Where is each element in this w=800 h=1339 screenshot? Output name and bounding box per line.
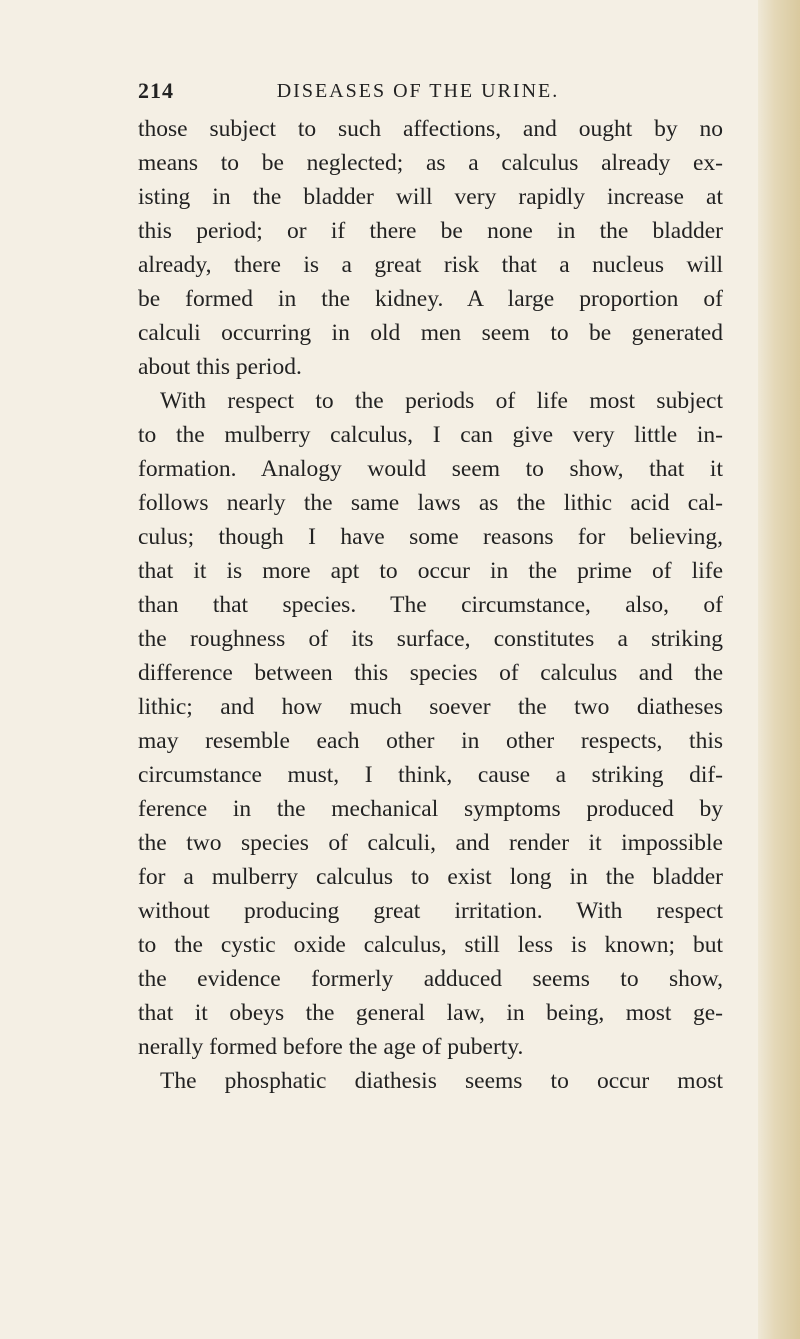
text-line: to the cystic oxide calculus, still less is known; but [138, 932, 723, 958]
text-line: With respect to the periods of life most subject [160, 388, 723, 414]
text-line: The phosphatic diathesis seems to occur most [160, 1068, 723, 1094]
text-line: already, there is a great risk that a nucleus will [138, 252, 723, 278]
text-line: may resemble each other in other respects, this [138, 728, 723, 754]
text-line: lithic; and how much soever the two diatheses [138, 694, 723, 720]
text-line: means to be neglected; as a calculus already ex- [138, 150, 723, 176]
text-line: that it is more apt to occur in the prime of life [138, 558, 723, 584]
body-text [138, 112, 723, 1098]
text-line: this period; or if there be none in the bladder [138, 218, 723, 244]
text-line: isting in the bladder will very rapidly increase at [138, 184, 723, 210]
text-line: circumstance must, I think, cause a striking dif- [138, 762, 723, 788]
page-header [138, 78, 698, 112]
text-line: difference between this species of calculus and the [138, 660, 723, 686]
text-line: nerally formed before the age of puberty. [138, 1034, 524, 1060]
text-line: those subject to such affections, and ought by no [138, 116, 723, 142]
text-line: culus; though I have some reasons for believing, [138, 524, 723, 550]
text-line: for a mulberry calculus to exist long in the bladder [138, 864, 723, 890]
text-line: ference in the mechanical symptoms produced by [138, 796, 723, 822]
text-line: that it obeys the general law, in being, most ge- [138, 1000, 723, 1026]
running-head: DISEASES OF THE URINE. [276, 80, 560, 102]
text-line: be formed in the kidney. A large proportion of [138, 286, 723, 312]
text-line: formation. Analogy would seem to show, that it [138, 456, 723, 482]
text-line: the two species of calculi, and render it impossible [138, 830, 723, 856]
page-number: 214 [138, 78, 174, 103]
text-line: without producing great irritation. With respect [138, 898, 723, 924]
text-line: than that species. The circumstance, also, of [138, 592, 723, 618]
text-line: calculi occurring in old men seem to be generated [138, 320, 723, 346]
text-line: the evidence formerly adduced seems to show, [138, 966, 723, 992]
text-line: about this period. [138, 354, 302, 380]
text-line: to the mulberry calculus, I can give very little in- [138, 422, 723, 448]
text-line: the roughness of its surface, constitutes a striking [138, 626, 723, 652]
text-line: follows nearly the same laws as the lithic acid cal- [138, 490, 723, 516]
page-edge [758, 0, 800, 1339]
